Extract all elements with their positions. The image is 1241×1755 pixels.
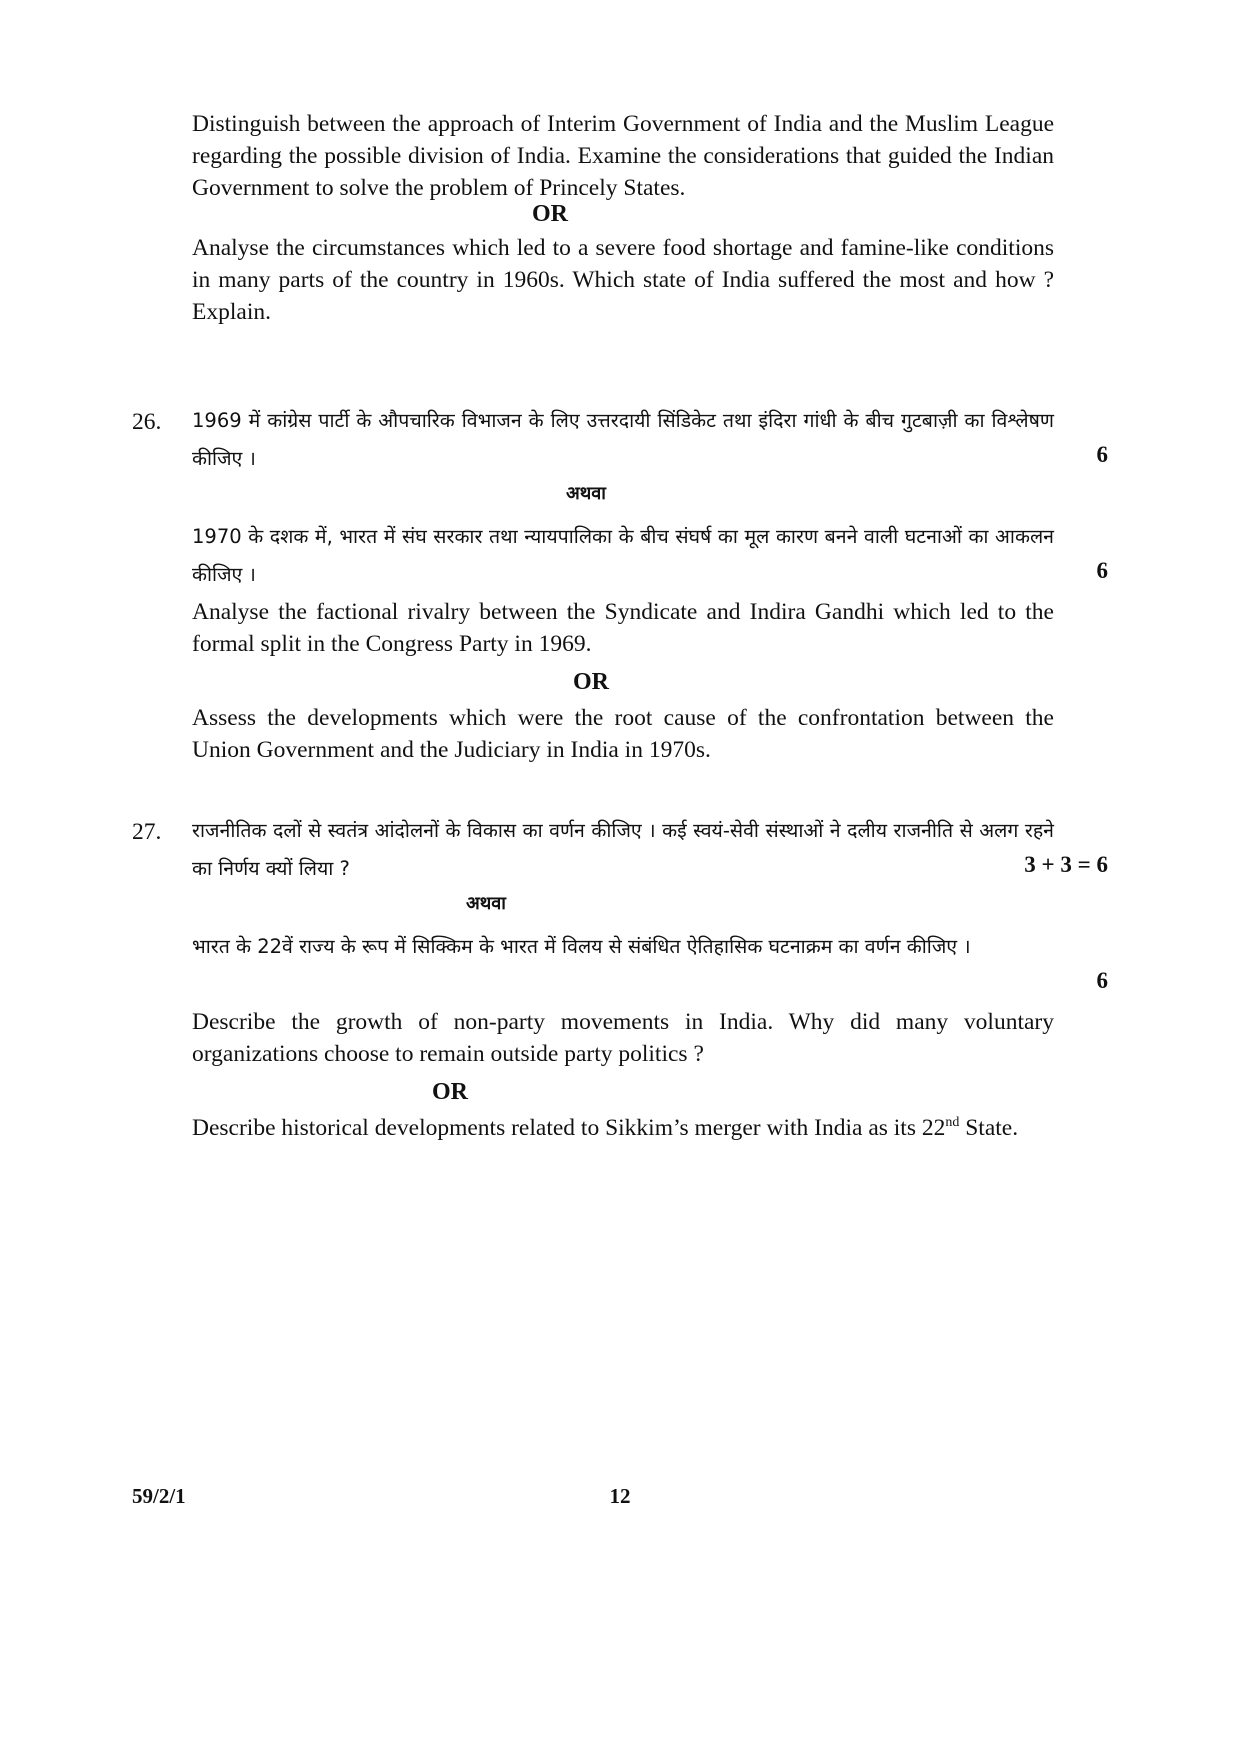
q26-or-label: OR <box>573 669 609 695</box>
q27-english-alternative <box>192 1112 1054 1144</box>
q27-or-label: OR <box>432 1079 468 1105</box>
footer-page-number: 12 <box>609 1484 631 1508</box>
q26-hindi-or-label: अथवा <box>566 483 606 504</box>
footer-paper-code: 59/2/1 <box>132 1484 186 1508</box>
q26-marks: 6 <box>1096 442 1108 467</box>
q27-english-alternative-end: State. <box>959 1115 1019 1141</box>
q27-number: 27. <box>132 819 162 845</box>
q25-english-alternative: Analyse the circumstances which led to a severe food shortage and famine-like conditions in many parts of the country in 1960s. Which state of India suffered the most and how ? Explain. <box>192 235 1054 325</box>
q27-english-question: Describe the growth of non-party movements in India. Why did many voluntary organizations choose to remain outside party politics ? <box>192 1009 1054 1067</box>
q26-english-question: Analyse the factional rivalry between the Syndicate and Indira Gandhi which led to the formal split in the Congress Party in 1969. <box>192 599 1054 657</box>
q27-ordinal-suffix: nd <box>945 1115 960 1130</box>
q27-marks: 3 + 3 = 6 <box>1024 852 1108 877</box>
q26-hindi-alternative: 1970 के दशक में, भारत में संघ सरकार तथा न्यायपालिका के बीच संघर्ष का मूल कारण बनने वाली घटनाओं का आकलन कीजिए । <box>192 525 1054 586</box>
q27-alternative-marks: 6 <box>1096 968 1108 993</box>
q26-english-alternative: Assess the developments which were the root cause of the confrontation between the Union Government and the Judiciary in India in 1970s. <box>192 705 1054 763</box>
q25-english-question: Distinguish between the approach of Interim Government of India and the Muslim League regarding the possible division of India. Examine the considerations that guided the Indian Government to solve the problem of Princely States. <box>192 111 1054 201</box>
q26-number: 26. <box>132 409 162 435</box>
q25-or-label: OR <box>532 201 568 227</box>
q27-hindi-alternative: भारत के 22वें राज्य के रूप में सिक्किम के भारत में विलय से संबंधित ऐतिहासिक घटनाक्रम का वर्णन कीजिए । <box>192 935 971 958</box>
q27-english-alternative-text: Describe historical developments related to Sikkim’s merger with India as its 22 <box>192 1115 946 1141</box>
q26-alternative-marks: 6 <box>1096 558 1108 583</box>
q27-hindi-question: राजनीतिक दलों से स्वतंत्र आंदोलनों के विकास का वर्णन कीजिए । कई स्वयं-सेवी संस्थाओं ने दलीय राजनीति से अलग रहने का निर्णय क्यों लिया ? <box>192 819 1054 880</box>
q27-hindi-or-label: अथवा <box>466 893 506 914</box>
q26-hindi-question: 1969 में कांग्रेस पार्टी के औपचारिक विभाजन के लिए उत्तरदायी सिंडिकेट तथा इंदिरा गांधी के बीच गुटबाज़ी का विश्लेषण कीजिए । <box>192 409 1054 470</box>
